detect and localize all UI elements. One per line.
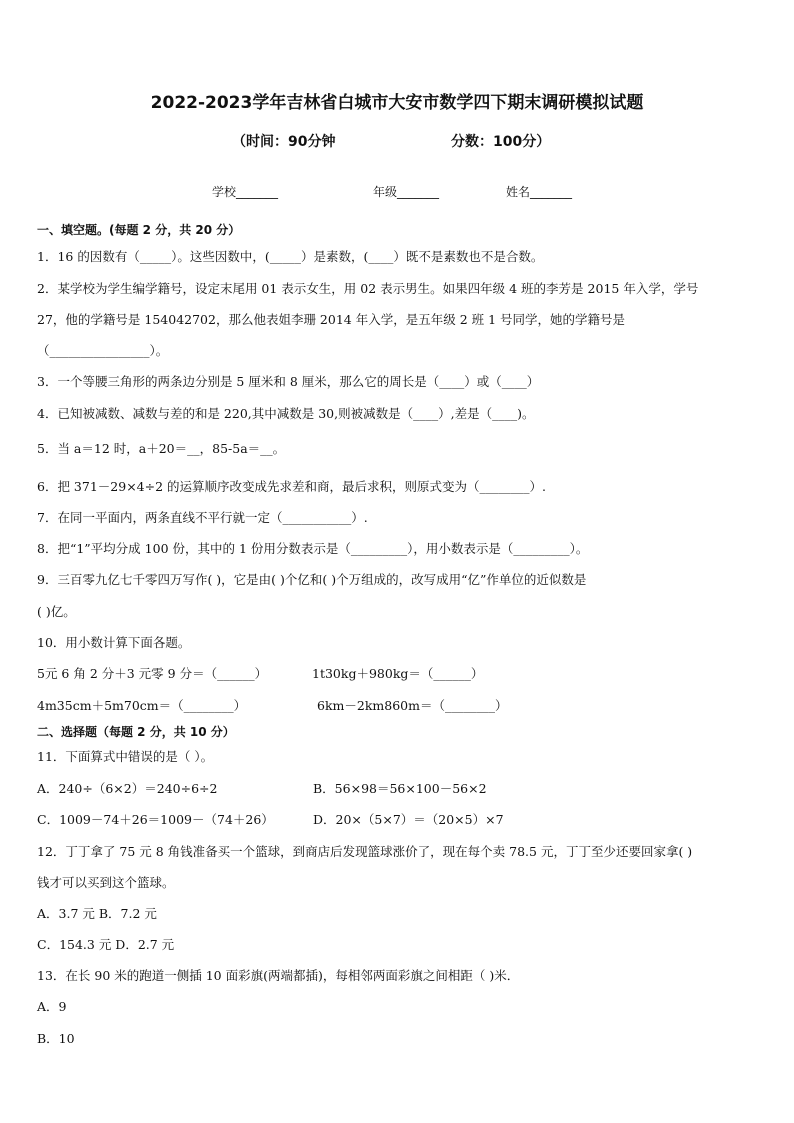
question-10-c: 4m35cm＋5m70cm＝（________） [37, 698, 247, 713]
question-12-options-cd: C．154.3 元 D．2.7 元 [37, 937, 175, 952]
question-12-options-ab: A．3.7 元 B．7.2 元 [37, 906, 157, 921]
name-field: 姓名_______ [506, 185, 573, 199]
section-choice-heading: 二、选择题（每题 2 分，共 10 分） [37, 725, 235, 739]
question-12-line-2: 钱才可以买到这个篮球。 [37, 875, 175, 890]
question-1: 1．16 的因数有（_____）。这些因数中，(_____）是素数，(____）既不是素数也不是合数。 [37, 249, 544, 264]
question-13-option-b: B．10 [37, 1031, 75, 1046]
question-11-option-d: D．20×（5×7）＝（20×5）×7 [313, 812, 504, 827]
question-3: 3．一个等腰三角形的两条边分别是 5 厘米和 8 厘米，那么它的周长是（____）或（____） [37, 374, 540, 389]
question-11-option-c: C．1009－74＋26＝1009－（74＋26） [37, 812, 274, 827]
question-11-option-a: A．240÷（6×2）＝240÷6÷2 [37, 781, 218, 796]
question-10-b: 1t30kg＋980kg＝（______） [312, 666, 484, 681]
page-title: 2022-2023学年吉林省白城市大安市数学四下期末调研模拟试题 [150, 93, 644, 113]
question-9-line-1: 9．三百零九亿七千零四万写作( )，它是由( )个亿和( )个万组成的，改写成用“亿”作单位的近似数是 [37, 572, 587, 587]
question-5: 5．当 a＝12 时，a＋20＝__，85-5a＝__。 [37, 441, 286, 456]
question-11-option-b: B．56×98＝56×100－56×2 [313, 781, 487, 796]
question-9-line-2: ( )亿。 [37, 604, 76, 619]
grade-field: 年级_______ [373, 185, 440, 199]
question-11: 11．下面算式中错误的是（ ）。 [37, 749, 214, 764]
question-4: 4．已知被减数、减数与差的和是 220,其中减数是 30,则被减数是（____）,差是（____)。 [37, 406, 535, 421]
question-2-line-1: 2．某学校为学生编学籍号，设定末尾用 01 表示女生，用 02 表示男生。如果四年级 4 班的李芳是 2015 年入学，学号 [37, 281, 699, 296]
question-10-d: 6km－2km860m＝（________） [317, 698, 508, 713]
exam-time: （时间：90分钟 [232, 134, 336, 150]
question-2-line-2: 27，他的学籍号是 154042702，那么他表姐李珊 2014 年入学，是五年级 2 班 1 号同学，她的学籍号是 [37, 312, 626, 327]
question-8: 8．把“1”平均分成 100 份，其中的 1 份用分数表示是（_________），用小数表示是（_________）。 [37, 541, 589, 556]
question-13-option-a: A．9 [37, 999, 67, 1014]
school-field: 学校_______ [212, 185, 279, 199]
section-fill-heading: 一、填空题。(每题 2 分，共 20 分） [37, 223, 241, 237]
question-10-a: 5元 6 角 2 分＋3 元零 9 分＝（______） [37, 666, 268, 681]
question-13: 13．在长 90 米的跑道一侧插 10 面彩旗(两端都插)，每相邻两面彩旗之间相距（ )米． [37, 968, 520, 983]
question-12-line-1: 12．丁丁拿了 75 元 8 角钱准备买一个篮球，到商店后发现篮球涨价了，现在每个卖 78.5 元，丁丁至少还要回家拿( ) [37, 844, 693, 859]
exam-score: 分数：100分） [451, 134, 551, 150]
question-7: 7．在同一平面内，两条直线不平行就一定（___________）. [37, 510, 368, 525]
question-6: 6．把 371－29×4÷2 的运算顺序改变成先求差和商，最后求积，则原式变为（________）. [37, 479, 546, 494]
question-10: 10．用小数计算下面各题。 [37, 635, 191, 650]
question-2-line-3: （________________）。 [37, 343, 169, 358]
